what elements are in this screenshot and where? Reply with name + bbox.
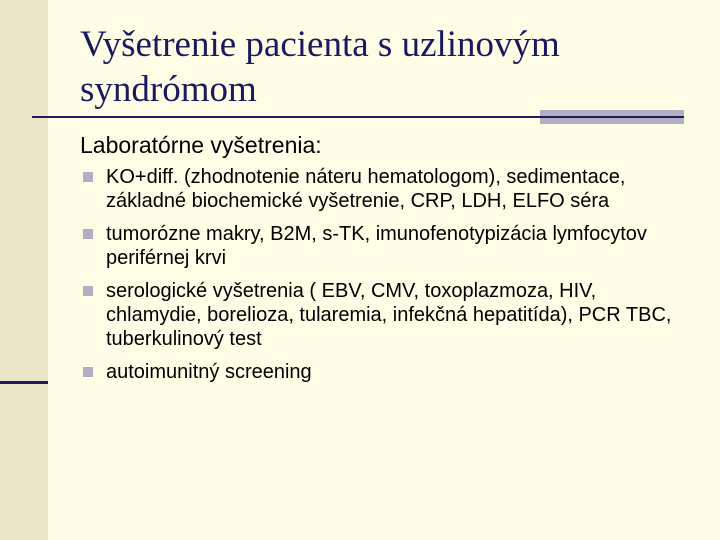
- square-bullet-icon: [83, 172, 93, 182]
- bullet-list: [82, 165, 692, 393]
- list-item-text: autoimunitný screening: [106, 361, 312, 383]
- list-item: [82, 165, 692, 213]
- list-item: [82, 279, 692, 351]
- list-item-text: serologické vyšetrenia ( EBV, CMV, toxoplazmoza, HIV, chlamydie, borelioza, tularemia, infekčná hepatitída), PCR TBC, tuberkulinový test: [106, 280, 672, 350]
- square-bullet-icon: [83, 286, 93, 296]
- list-item-text: tumorózne makry, B2M, s-TK, imunofenotypizácia lymfocytov periférnej krvi: [106, 223, 647, 269]
- list-item: [82, 360, 692, 384]
- square-bullet-icon: [83, 229, 93, 239]
- list-item-text: KO+diff. (zhodnotenie náteru hematologom), sedimentace, základné biochemické vyšetrenie, CRP, LDH, ELFO séra: [106, 166, 626, 212]
- title-rule-overlay: [540, 116, 684, 118]
- slide-title: Vyšetrenie pacienta s uzlinovým syndrómom: [80, 24, 560, 110]
- left-decorative-band: [0, 0, 48, 540]
- list-item: [82, 222, 692, 270]
- square-bullet-icon: [83, 367, 93, 377]
- left-band-divider: [0, 381, 48, 384]
- section-heading: Laboratórne vyšetrenia:: [80, 132, 322, 158]
